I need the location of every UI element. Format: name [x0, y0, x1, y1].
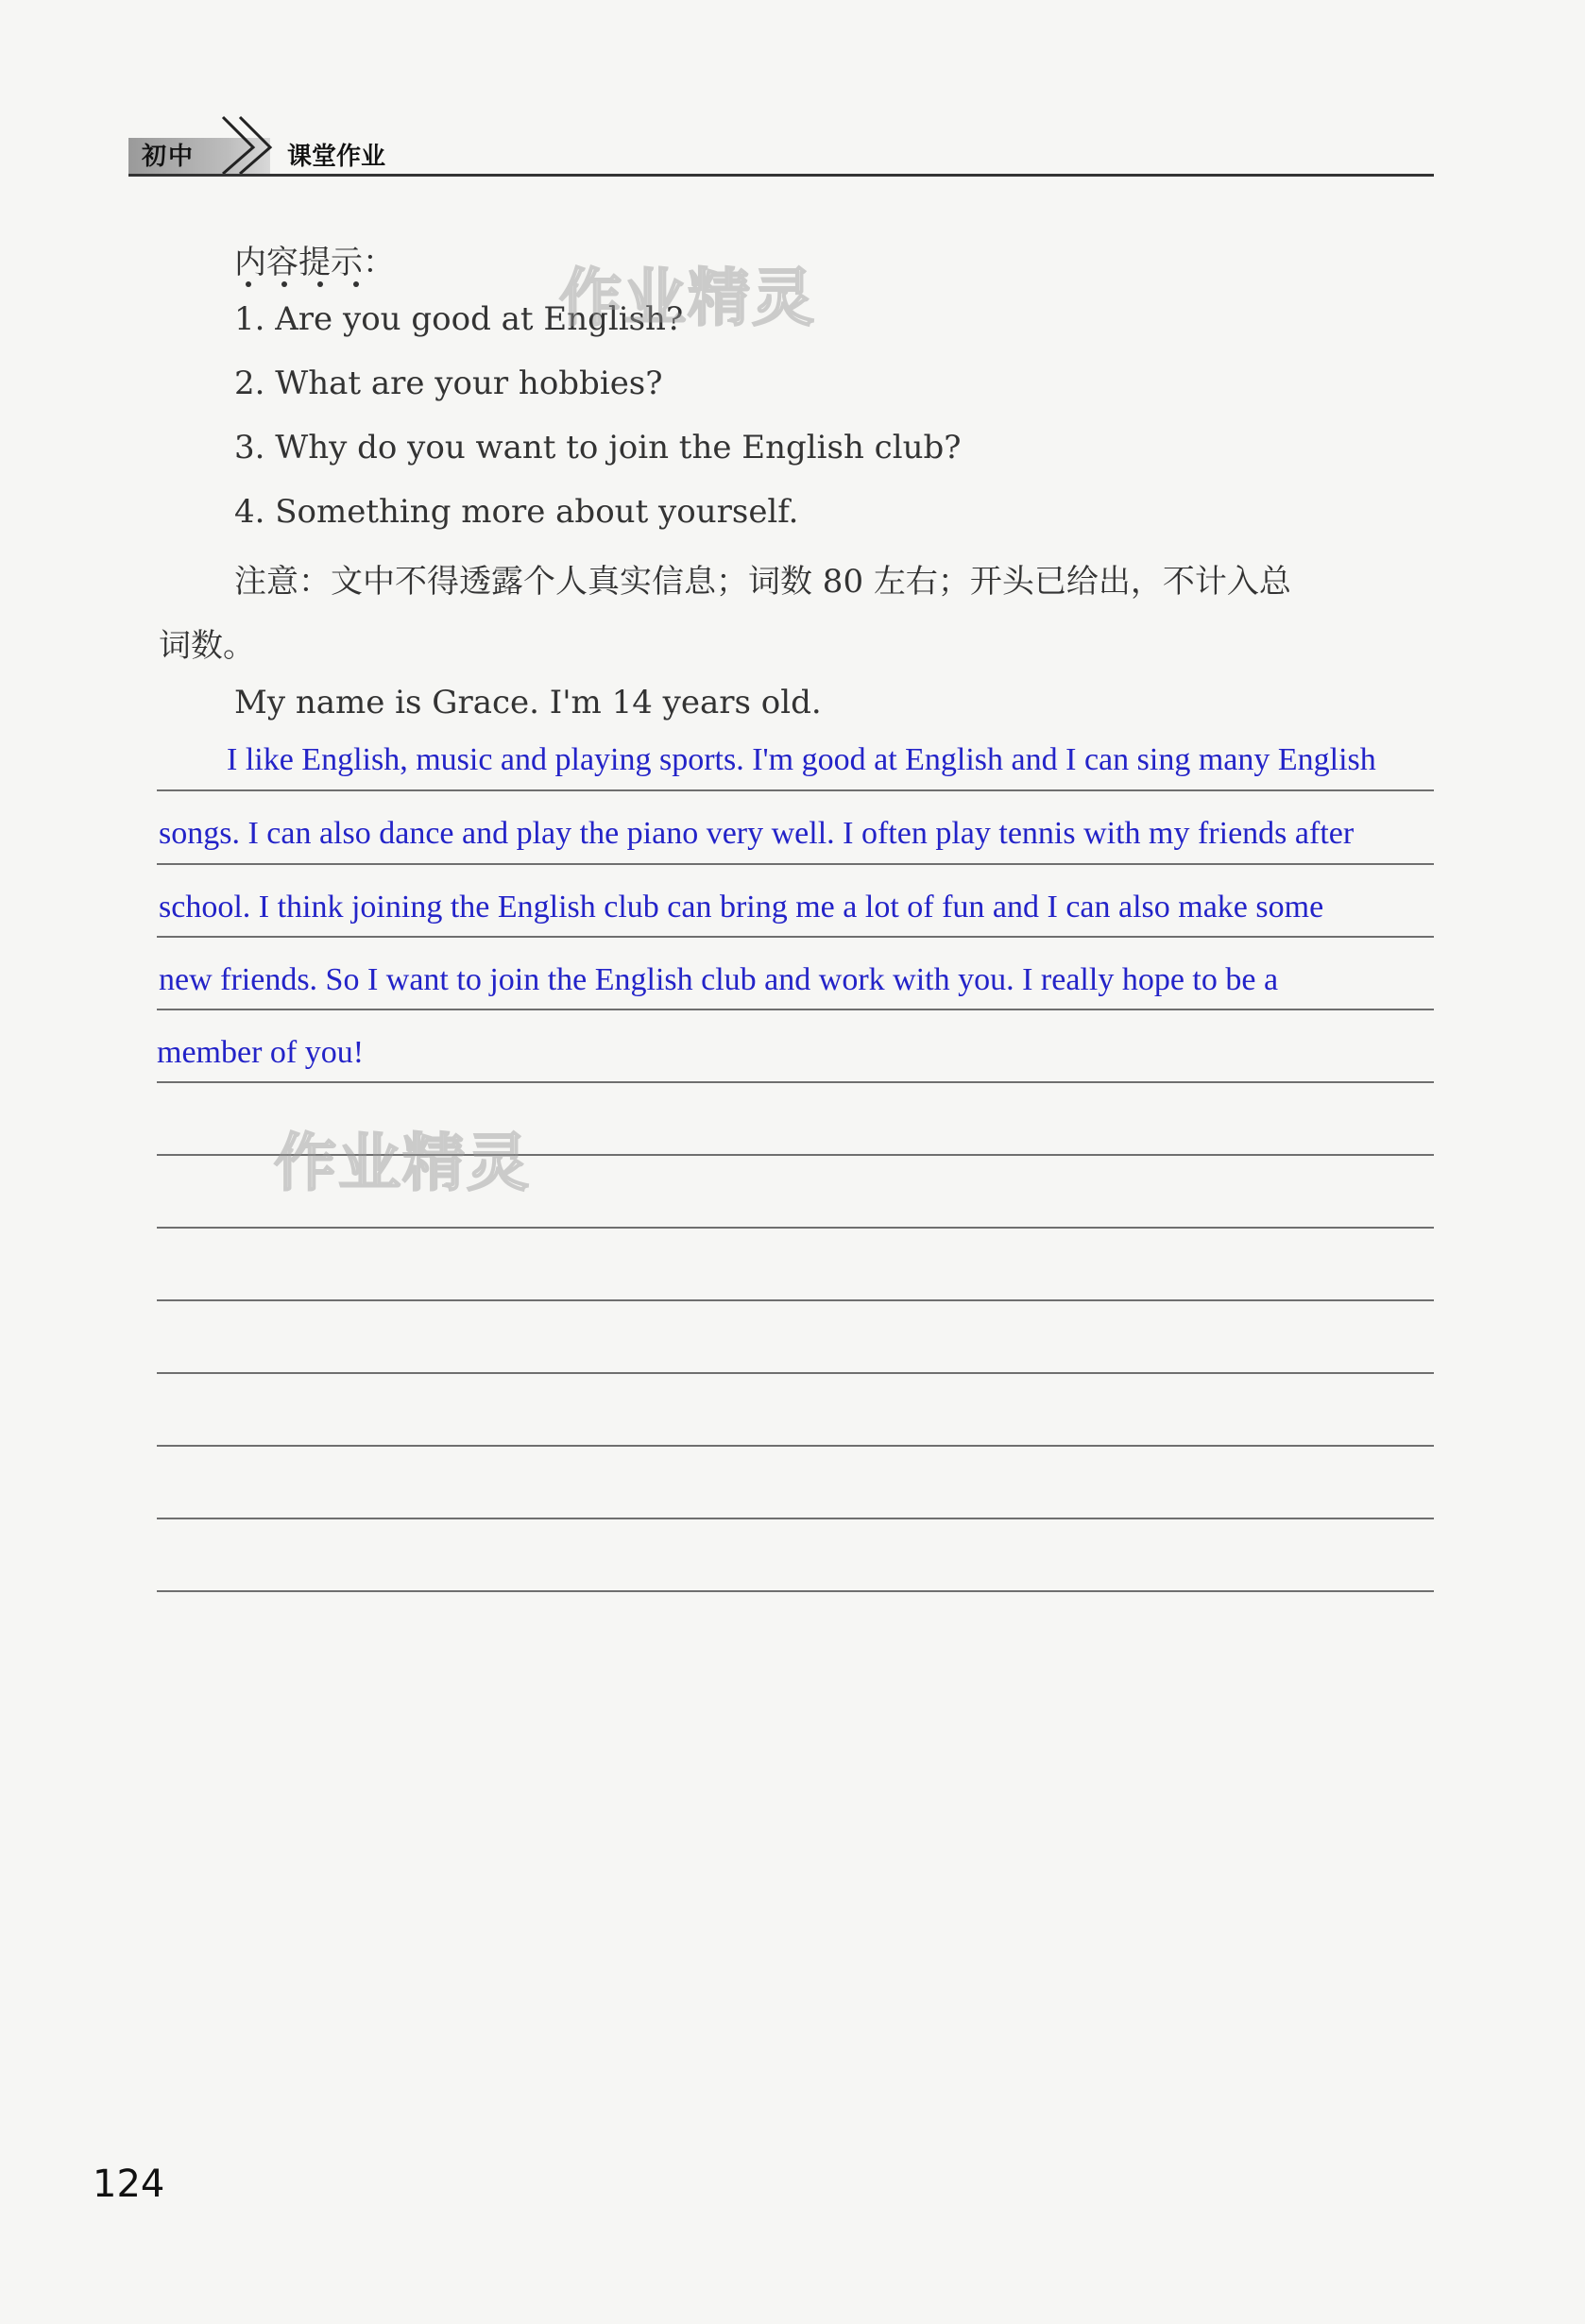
writing-rule	[157, 936, 1434, 938]
answer-line: school. I think joining the English club can bring me a lot of fun and I can also make some	[159, 890, 1324, 925]
writing-rule	[157, 1445, 1434, 1447]
writing-rule	[157, 1009, 1434, 1010]
chevron-right-icon	[219, 111, 285, 178]
emphasis-dots	[236, 281, 378, 291]
note-line: 注意：文中不得透露个人真实信息；词数 80 左右；开头已给出，不计入总	[234, 563, 1291, 601]
answer-line: member of you!	[157, 1035, 365, 1070]
watermark: 作业精灵	[559, 262, 816, 334]
writing-rule	[157, 789, 1434, 791]
writing-rule	[157, 863, 1434, 865]
hint-title: 内容提示：	[234, 244, 395, 281]
writing-rule	[157, 1081, 1434, 1083]
answer-line: songs. I can also dance and play the piano very well. I often play tennis with my friends after	[159, 816, 1355, 851]
page-number: 124	[93, 2163, 165, 2206]
answer-line: I like English, music and playing sports. I'm good at English and I can sing many English	[227, 742, 1376, 777]
writing-rule	[157, 1227, 1434, 1229]
writing-rule	[157, 1299, 1434, 1301]
header-rule	[128, 174, 1434, 177]
header-level-label: 初中	[142, 143, 196, 171]
hint-item: 4. Something more about yourself.	[234, 493, 799, 531]
writing-rule	[157, 1372, 1434, 1374]
writing-rule	[157, 1590, 1434, 1592]
watermark: 作业精灵	[274, 1127, 531, 1199]
answer-line: new friends. So I want to join the English club and work with you. I really hope to be a	[159, 962, 1279, 997]
note-line: 词数。	[159, 627, 255, 665]
hint-item: 3. Why do you want to join the English club?	[234, 429, 962, 466]
writing-rule	[157, 1518, 1434, 1519]
hint-item: 1. Are you good at English?	[234, 300, 684, 338]
opening-sentence: My name is Grace. I'm 14 years old.	[234, 684, 822, 721]
hint-item: 2. What are your hobbies?	[234, 365, 663, 402]
header-book-title: 课堂作业	[287, 143, 386, 171]
